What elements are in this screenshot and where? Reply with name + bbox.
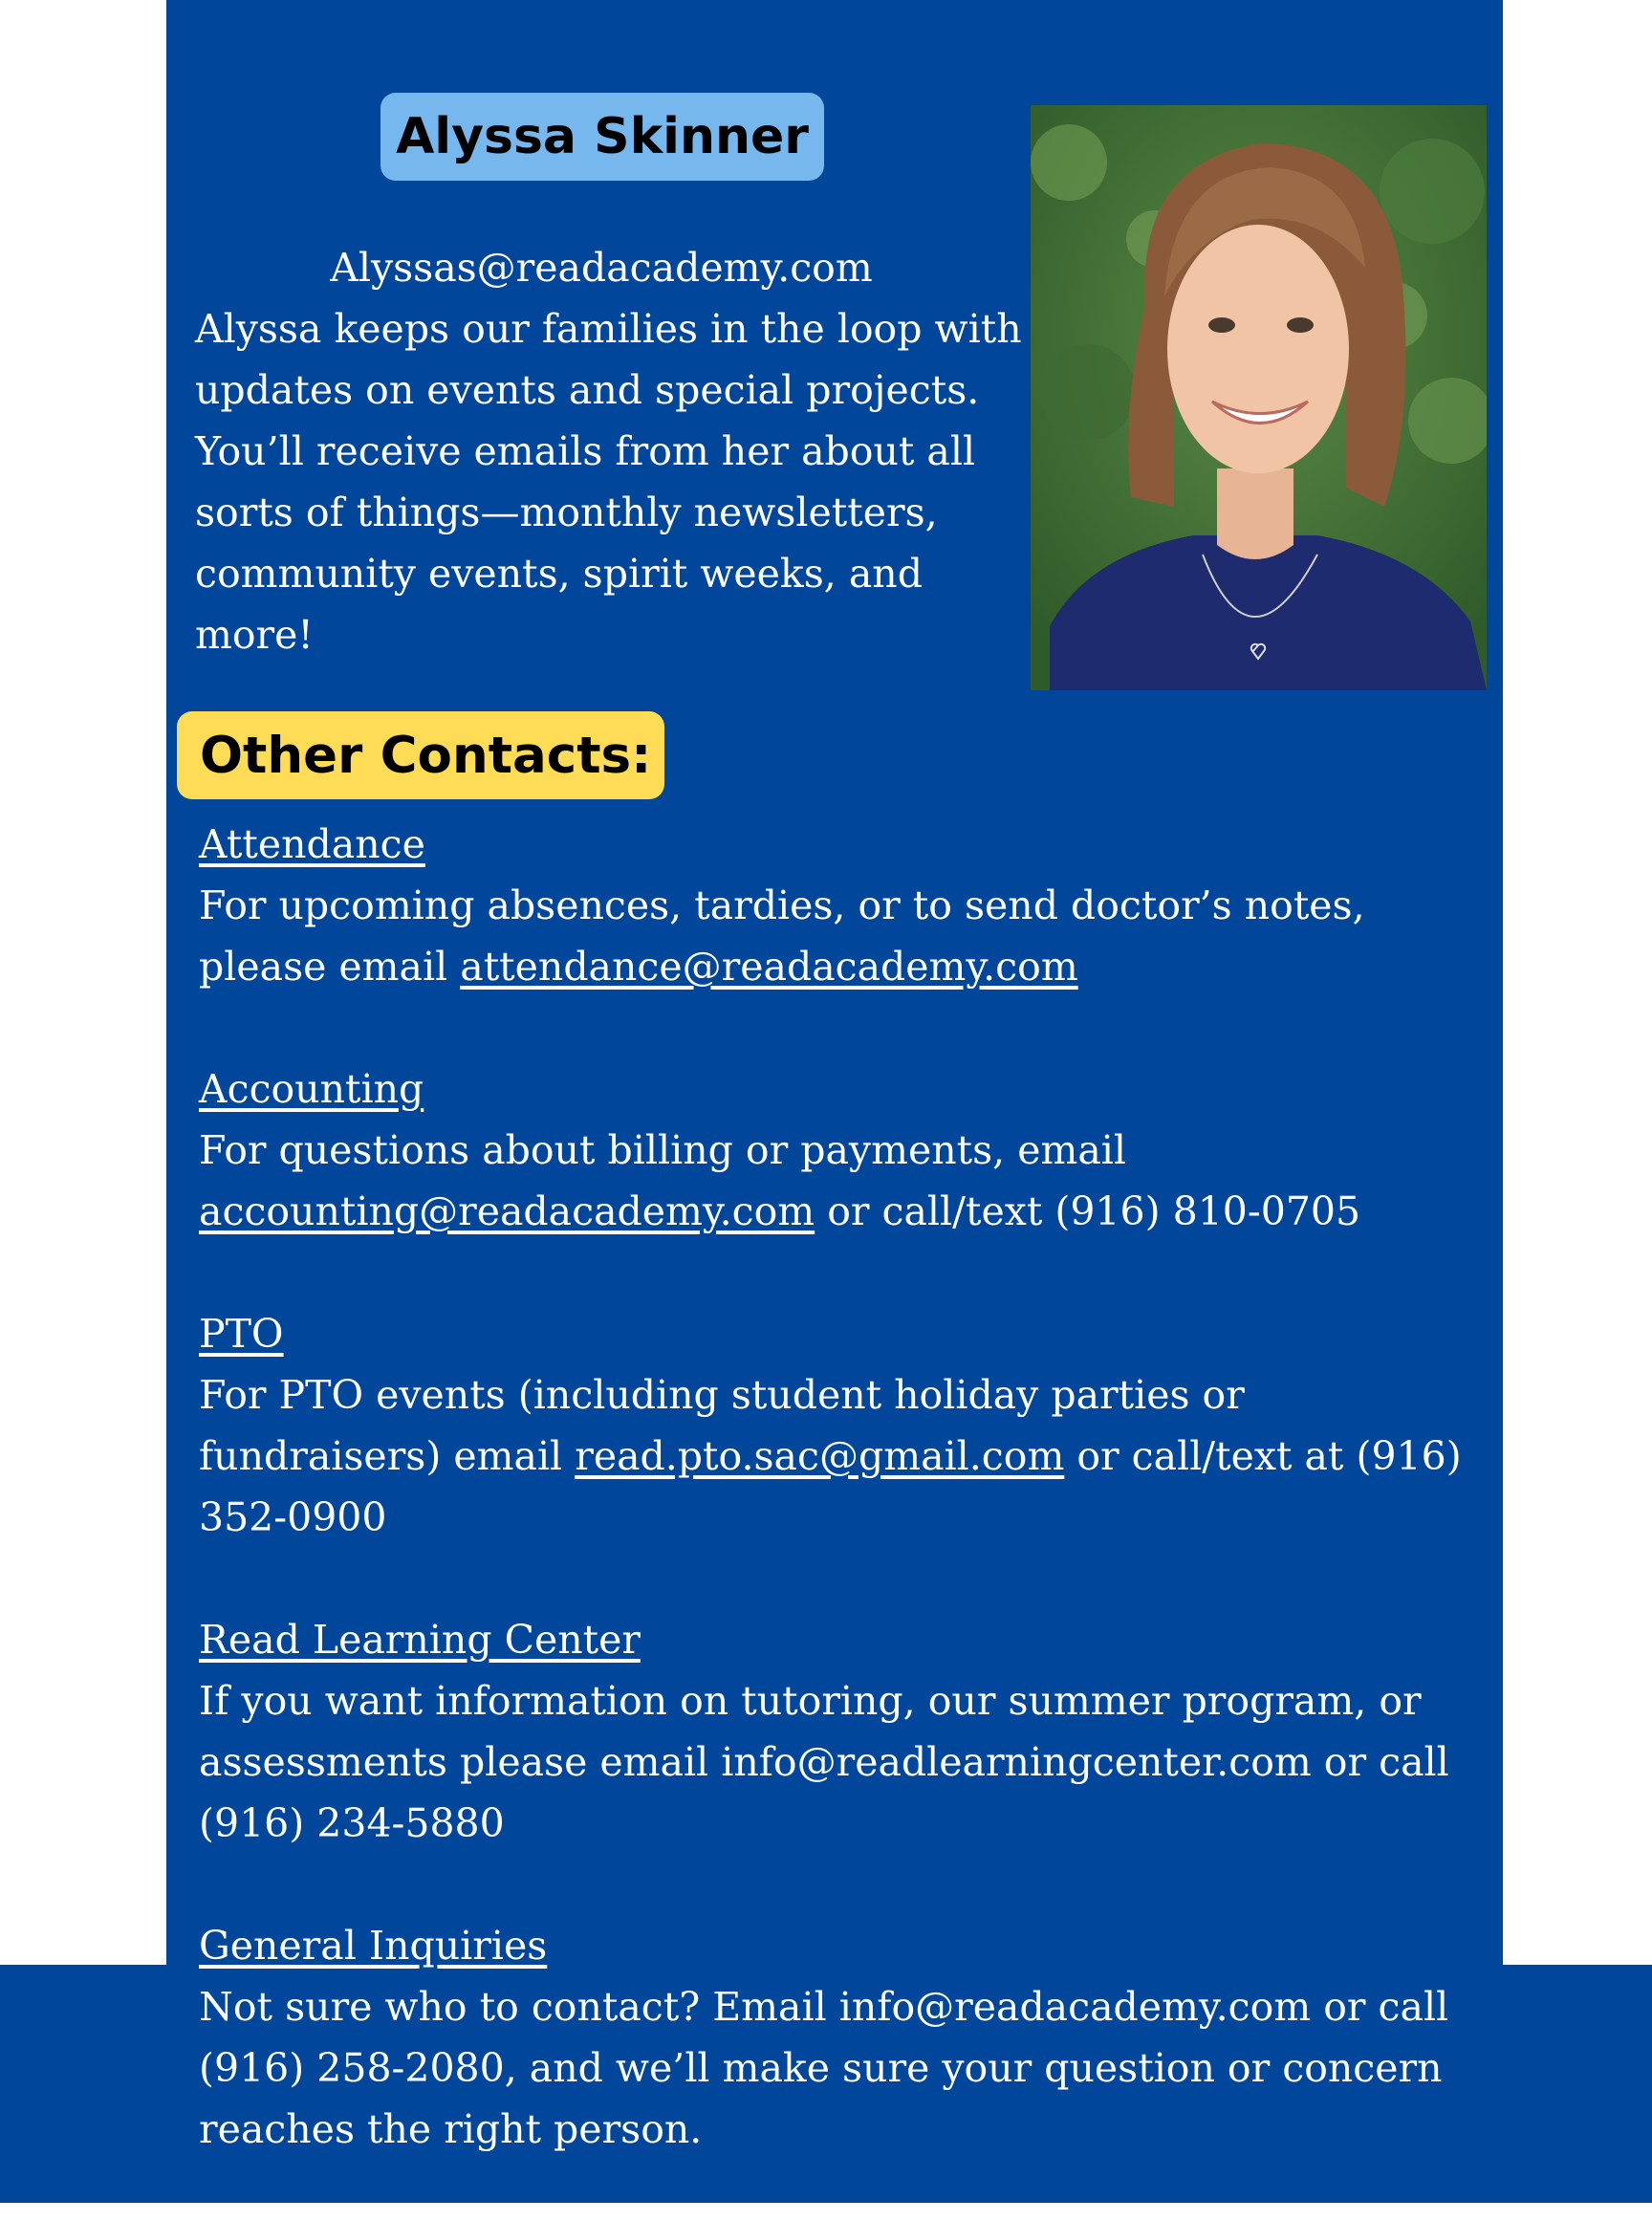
other-contacts-heading: Other Contacts: <box>177 711 664 799</box>
staff-email[interactable]: Alyssas@readacademy.com <box>330 245 873 291</box>
contact-phone-accounting: or call/text (916) 810-0705 <box>815 1188 1361 1234</box>
contact-accounting <box>199 1058 1489 1242</box>
contact-pto <box>199 1303 1489 1548</box>
contact-heading-learning-center: Read Learning Center <box>199 1617 641 1663</box>
staff-photo <box>1031 105 1487 690</box>
contact-text-attendance: For upcoming absences, tardies, or to send doctor’s notes, please email <box>199 882 1365 990</box>
contacts-list <box>199 814 1489 2221</box>
accounting-email-link[interactable]: accounting@readacademy.com <box>199 1188 815 1234</box>
contact-heading-accounting: Accounting <box>199 1066 424 1112</box>
contact-learning-center <box>199 1609 1489 1854</box>
contact-text-pto: For PTO events (including student holiday parties or fundraisers) email <box>199 1372 1245 1479</box>
portrait-illustration <box>1031 105 1487 690</box>
contact-heading-attendance: Attendance <box>199 821 425 867</box>
contact-attendance <box>199 814 1489 997</box>
contact-phone-pto: or call/text at (916) 352-0900 <box>199 1433 1462 1540</box>
staff-bio: Alyssa keeps our families in the loop with updates on events and special projects. You’ll receive emails from her about all sorts of things—monthly newsletters, community events, spirit weeks, and more! <box>195 306 1022 658</box>
pto-email-link[interactable]: read.pto.sac@gmail.com <box>575 1433 1065 1479</box>
contact-heading-pto: PTO <box>199 1311 284 1357</box>
attendance-email-link[interactable]: attendance@readacademy.com <box>460 944 1078 990</box>
contact-text-accounting: For questions about billing or payments, email <box>199 1127 1127 1173</box>
contact-heading-general: General Inquiries <box>199 1923 548 1969</box>
staff-name-badge: Alyssa Skinner <box>380 93 824 181</box>
contact-text-general: Not sure who to contact? Email info@readacademy.com or call (916) 258-2080, and we’ll make sure your question or concern reaches the right person. <box>199 1984 1449 2152</box>
contact-general <box>199 1915 1489 2160</box>
contact-text-learning-center: If you want information on tutoring, our summer program, or assessments please email info@readlearningcenter.com or call (916) 234-5880 <box>199 1678 1449 1846</box>
